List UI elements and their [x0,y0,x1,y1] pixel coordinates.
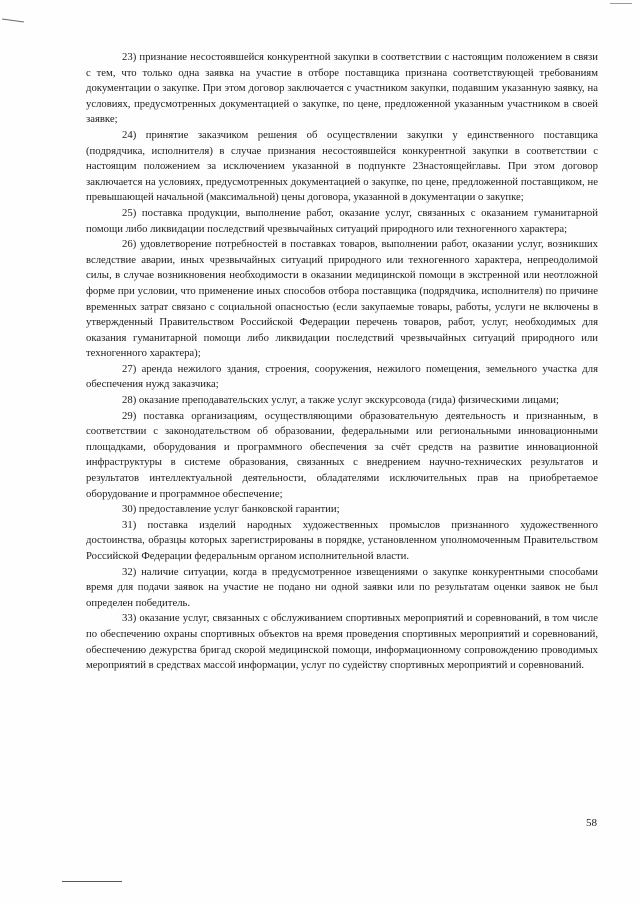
footnote-rule [62,881,122,882]
paragraph-30: 30) предоставление услуг банковской гарантии; [122,503,340,516]
paragraph-25: 25) поставка продукции, выполнение работ, оказание услуг, связанных с оказанием гуманитарной помощи либо ликвидации последствий чрезвычайных ситуаций природного или техногенного характера; [86,206,598,235]
paragraph-23: 23) признание несостоявшейся конкурентной закупки в соответствии с настоящим положением в связи с тем, что только одна заявка на участие в отборе поставщика признана соответствующей требованиям документации о закупке. При этом договор заключается с участником закупки, подавшим указанную заявку, на условиях, предусмотренных документацией о закупке, по цене, предложенной указанным участником в своей заявке; [86,51,598,126]
page-number: 58 [586,817,597,829]
scan-mark [610,3,632,4]
paragraph-33: 33) оказание услуг, связанных с обслуживанием спортивных мероприятий и соревнований, в том числе по обеспечению охраны спортивных объектов на время проведения спортивных мероприятий и соревнований, обеспечению дежурства бригад скорой медицинской помощи, информационному сопровождению проводимых мероприятий в средствах массой информации, услуг по судейству спортивных мероприятий и соревнований. [86,612,598,672]
paragraph-27: 27) аренда нежилого здания, строения, сооружения, нежилого помещения, земельного участка для обеспечения нужд заказчика; [86,362,598,391]
paragraph-29: 29) поставка организациям, осуществляющими образовательную деятельность и признанным, в соответствии с законодательством об образовании, федеральными или региональными инновационными площадками, оборудования и программного обеспечения за счёт средств на развитие инновационной инфраструктуры в системе образования, связанных с внедрением научно-технических результатов и результатов интеллектуальной деятельности, обладателями исключительных прав на приобретаемое оборудование и программное обеспечение; [86,409,598,500]
paragraph-24: 24) принятие заказчиком решения об осуществлении закупки у единственного поставщика (подрядчика, исполнителя) в случае признания несостоявшейся конкурентной закупки в соответствии с настоящим положением за исключением указанной в подпункте 23настоящейглавы. При этом договор заключается на условиях, предусмотренных документацией о закупке, по цене, предложенной поставщиком, не превышающей начальной (максимальной) цены договора, указанной в документации о закупке; [86,128,598,204]
scan-mark [2,18,24,22]
paragraph-26: 26) удовлетворение потребностей в поставках товаров, выполнении работ, оказании услуг, возникших вследствие аварии, иных чрезвычайных ситуаций природного или техногенного характера, непреодолимой силы, в случае возникновения необходимости в оказании медицинской помощи в экстренной или неотложной форме при условии, что применение иных способов отбора поставщика (подрядчика, исполнителя) по причине временных затрат связано с социальной опасностью (если закупаемые товары, работы, услуги не включены в утвержденный Правительством Российской Федерации перечень товаров, работ, услуг, необходимых для оказания гуманитарной помощи либо ликвидации последствий чрезвычайных ситуаций природного или техногенного характера); [86,238,598,360]
document-body [86,50,598,674]
paragraph-28: 28) оказание преподавательских услуг, а также услуг экскурсовода (гида) физическими лицами; [122,394,559,407]
paragraph-32: 32) наличие ситуации, когда в предусмотренное извещениями о закупке конкурентными способами время для подачи заявок на участие не подано ни одной заявки или по результатам оценки заявок не был определен победитель. [86,565,598,609]
paragraph-31: 31) поставка изделий народных художественных промыслов признанного художественного достоинства, образцы которых зарегистрированы в порядке, установленном уполномоченным Правительством Российской Федерации федеральным органом исполнительной власти. [86,518,598,562]
